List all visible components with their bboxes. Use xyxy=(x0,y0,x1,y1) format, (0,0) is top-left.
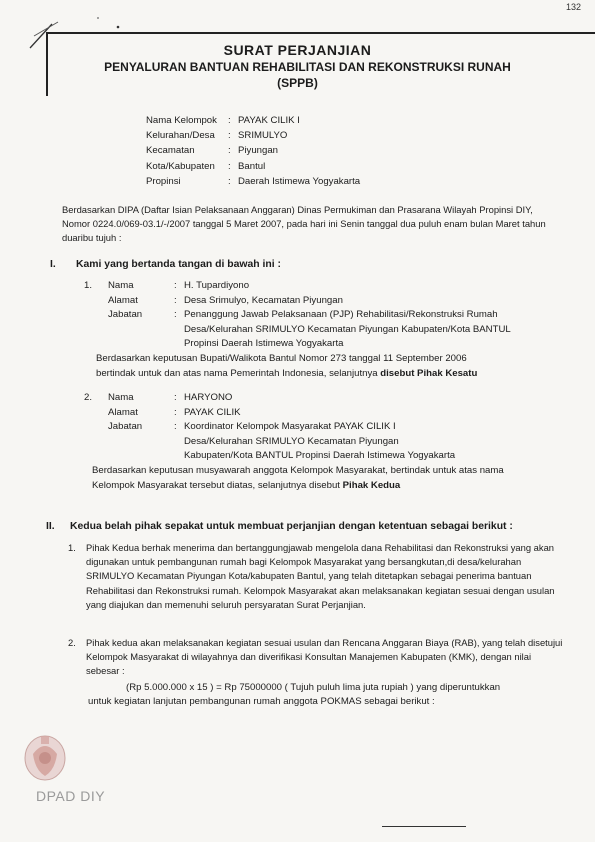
party-name: HARYONO xyxy=(184,392,233,403)
info-colon: : xyxy=(228,160,231,172)
basis-line: bertindak untuk dan atas nama Pemerintah Indonesia, selanjutnya xyxy=(96,367,378,379)
party-1 xyxy=(84,279,554,352)
document-title: SURAT PERJANJIAN xyxy=(223,42,372,58)
info-colon: : xyxy=(228,115,231,126)
section-1-heading: Kami yang bertanda tangan di bawah ini : xyxy=(76,259,281,270)
info-label: Propinsi xyxy=(146,175,181,187)
list-item xyxy=(68,541,564,612)
info-value: Daerah Istimewa Yogyakarta xyxy=(238,175,361,187)
party-position-line: Propinsi Daerah Istimewa Yogyakarta xyxy=(184,338,344,350)
field-label: Jabatan xyxy=(108,421,143,433)
field-label: Nama xyxy=(108,392,134,403)
party-address: Desa Srimulyo, Kecamatan Piyungan xyxy=(184,294,343,306)
document-abbreviation: (SPPB) xyxy=(277,76,318,90)
info-value: SRIMULYO xyxy=(238,130,288,142)
watermark: DPAD DIY xyxy=(36,788,106,804)
item-number: 2. xyxy=(68,637,76,648)
party-1-basis xyxy=(96,352,566,381)
info-label: Kota/Kabupaten xyxy=(146,160,215,172)
field-label: Nama xyxy=(108,280,134,291)
info-value: Piyungan xyxy=(238,145,279,157)
info-row-district xyxy=(146,143,360,158)
field-colon: : xyxy=(174,309,177,321)
item-text: Pihak Kedua berhak menerima dan bertanggungjawab mengelola dana Rehabilitasi dan Rekonstruksi yang akan digunakan untuk pembangunan rumah bagi Kelompok Masyarakat yang bersangkutan,di desa/kelurahan SRIMULYO Kecamatan Piyungan Kota/kabupaten Bantul, yang telah ditetapkan sebagai penerima bantuan Rehabilitasi dan Rekonstruksi rumah. Kelompok Masyarakat akan melaksanakan kegiatan sesuai dengan usulan yang diajukan dan memenuhi seluruh persyaratan Surat Perjanjian. xyxy=(86,542,555,610)
info-value: PAYAK CILIK I xyxy=(238,115,300,126)
party-designation: disebut Pihak Kesatu xyxy=(380,367,478,379)
basis-line: Berdasarkan keputusan musyawarah anggota Kelompok Masyarakat, bertindak untuk atas nama xyxy=(92,465,504,476)
party-number: 1. xyxy=(84,280,93,291)
info-colon: : xyxy=(228,175,231,187)
intro-paragraph: Berdasarkan DIPA (Daftar Isian Pelaksanaan Anggaran) Dinas Permukiman dan Prasarana Wilayah Propinsi DIY, Nomor 0224.0/069-03.1/-/2007 tanggal 5 Maret 2007, pada hari ini Senin tanggal dua puluh enam bulan Maret tahun duaribu tujuh : xyxy=(62,204,546,243)
party-number: 2. xyxy=(84,392,93,403)
field-label: Alamat xyxy=(108,406,138,418)
field-label: Alamat xyxy=(108,294,138,306)
info-row-regency xyxy=(146,159,360,174)
section-2-number: II. xyxy=(46,521,55,532)
info-colon: : xyxy=(228,145,231,157)
section-1-number: I. xyxy=(50,259,56,270)
field-label: Jabatan xyxy=(108,309,143,321)
party-2-basis xyxy=(92,464,572,493)
basis-line: Berdasarkan keputusan Bupati/Walikota Bantul Nomor 273 tanggal 11 September 2006 xyxy=(96,353,467,364)
party-address: PAYAK CILIK xyxy=(184,406,241,418)
info-colon: : xyxy=(228,130,231,142)
budget-calculation-cont: untuk kegiatan lanjutan pembangunan rumah anggota POKMAS sebagai berikut : xyxy=(88,696,435,707)
party-position: Penanggung Jawab Pelaksanaan (PJP) Rehabilitasi/Rekonstruksi Rumah xyxy=(184,309,498,321)
info-row-group xyxy=(146,113,360,128)
item-number: 1. xyxy=(68,542,76,553)
party-position-line: Desa/Kelurahan SRIMULYO Kecamatan Piyungan xyxy=(184,435,399,447)
emblem-stamp xyxy=(20,728,70,784)
group-info xyxy=(146,113,360,189)
basis-line: Kelompok Masyarakat tersebut diatas, selanjutnya disebut xyxy=(92,479,340,491)
field-colon: : xyxy=(174,421,177,433)
info-row-province xyxy=(146,174,360,189)
info-label: Kelurahan/Desa xyxy=(146,130,215,142)
party-designation: Pihak Kedua xyxy=(342,479,401,491)
info-value: Bantul xyxy=(238,160,266,172)
party-position: Koordinator Kelompok Masyarakat PAYAK CILIK I xyxy=(184,421,396,433)
info-row-village xyxy=(146,128,360,143)
party-position-line: Desa/Kelurahan SRIMULYO Kecamatan Piyungan Kabupaten/Kota BANTUL xyxy=(184,323,511,335)
item-text: Pihak kedua akan melaksanakan kegiatan sesuai usulan dan Rencana Anggaran Biaya (RAB), yang telah disetujui Kelompok Masyarakat di wilayahnya dan diverifikasi Konsultan Manajemen Kabupaten (KMK), dengan nilai sebesar : xyxy=(86,637,563,677)
page-number: 132 xyxy=(565,2,581,12)
signature-line xyxy=(382,826,466,827)
party-position-line: Kabupaten/Kota BANTUL Propinsi Daerah Istimewa Yogyakarta xyxy=(184,450,456,462)
info-label: Nama Kelompok xyxy=(146,115,217,126)
list-item xyxy=(68,636,564,679)
field-colon: : xyxy=(174,406,177,418)
party-name: H. Tupardiyono xyxy=(184,280,250,291)
party-2 xyxy=(84,391,554,464)
field-colon: : xyxy=(174,392,177,403)
budget-calculation: (Rp 5.000.000 x 15 ) = Rp 75000000 ( Tujuh puluh lima juta rupiah ) yang diperuntukkan xyxy=(126,682,501,693)
field-colon: : xyxy=(174,294,177,306)
info-label: Kecamatan xyxy=(146,145,195,157)
section-2-heading: Kedua belah pihak sepakat untuk membuat perjanjian dengan ketentuan sebagai berikut : xyxy=(70,521,513,532)
document-subtitle: PENYALURAN BANTUAN REHABILITASI DAN REKONSTRUKSI RUNAH xyxy=(104,60,511,74)
field-colon: : xyxy=(174,280,177,291)
